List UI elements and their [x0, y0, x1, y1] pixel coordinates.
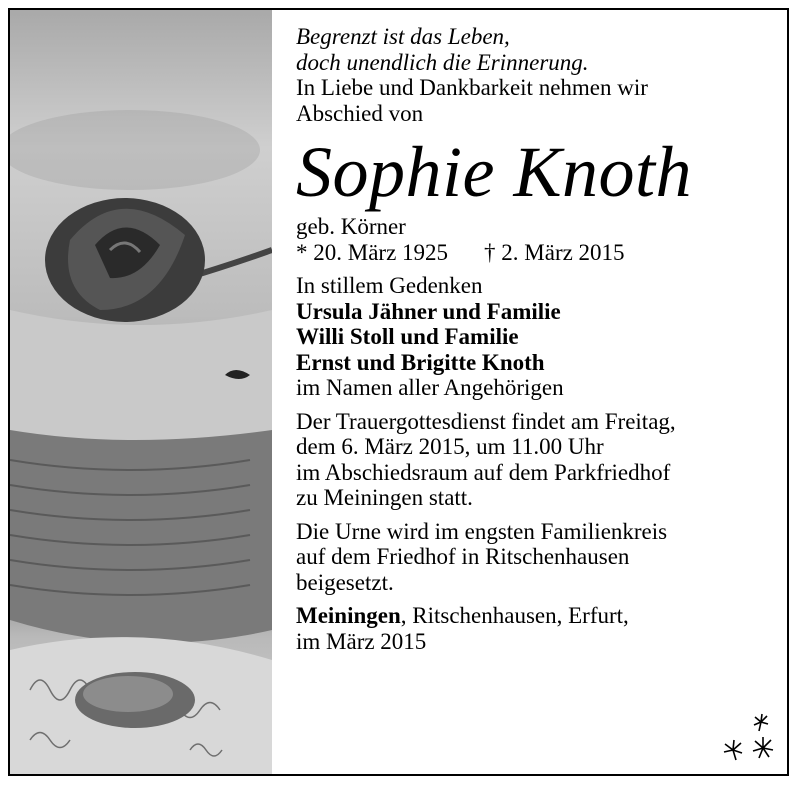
death-date: † 2. März 2015: [484, 239, 625, 265]
signoff-place-bold: Meiningen: [296, 603, 401, 628]
dandelion-seeds-icon: [719, 710, 779, 766]
signoff-date: im März 2015: [296, 628, 427, 654]
intro-line-2: Abschied von: [296, 100, 424, 126]
service-line-3: im Abschiedsraum auf dem Parkfriedhof: [296, 459, 671, 485]
mourner-family: Willi Stoll und Familie: [296, 324, 519, 349]
life-dates: [296, 240, 776, 266]
service-line-1: Der Trauergottesdienst findet am Freitag,: [296, 408, 676, 434]
mourner-family: Ernst und Brigitte Knoth: [296, 349, 545, 375]
obituary-notice: [8, 8, 789, 776]
mourners-closing: im Namen aller Angehörigen: [296, 375, 564, 400]
deceased-name: Sophie Knoth: [296, 132, 692, 212]
mourner-family: Ursula Jähner und Familie: [296, 298, 561, 324]
birth-name: geb. Körner: [296, 214, 406, 239]
intro-line-1: In Liebe und Dankbarkeit nehmen wir: [296, 75, 648, 100]
rose-on-book-photo: [10, 10, 272, 774]
birth-date: * 20. März 1925: [296, 239, 449, 265]
burial-line-3: beigesetzt.: [296, 569, 394, 595]
motto-line-2: doch unendlich die Erinnerung.: [296, 49, 589, 75]
service-line-4: zu Meiningen statt.: [296, 485, 473, 510]
obituary-text: [296, 24, 776, 654]
signoff-places: [296, 603, 776, 629]
signoff-places-rest: , Ritschenhausen, Erfurt,: [400, 603, 629, 628]
service-line-2: dem 6. März 2015, um 11.00 Uhr: [296, 434, 604, 459]
burial-line-1: Die Urne wird im engsten Familienkreis: [296, 518, 668, 544]
rose-book-illustration: [10, 10, 272, 774]
burial-line-2: auf dem Friedhof in Ritschenhausen: [296, 544, 630, 569]
motto-line-1: Begrenzt ist das Leben,: [296, 24, 510, 49]
mourners-heading: In stillem Gedenken: [296, 273, 483, 298]
